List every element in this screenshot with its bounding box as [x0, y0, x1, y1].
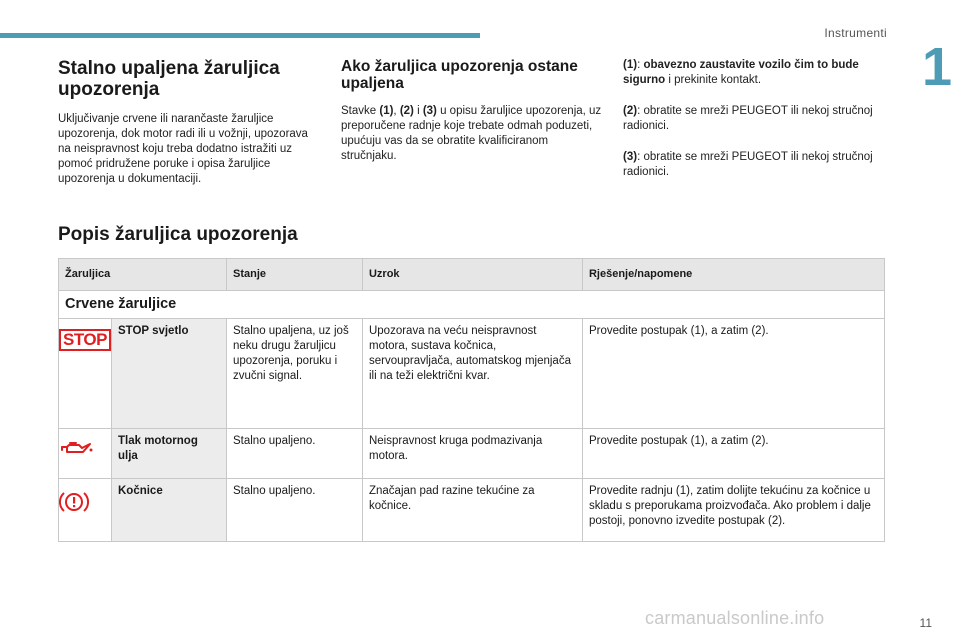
icon-cell [59, 319, 112, 429]
group-row [59, 291, 885, 319]
watermark: carmanualsonline.info [645, 608, 825, 628]
chapter-number: 1 [921, 37, 952, 97]
light-fix: Provedite postupak (1), a zatim (2). [582, 319, 884, 429]
light-name: STOP svjetlo [111, 319, 226, 429]
light-cause: Značajan pad razine tekućine za kočnice. [362, 479, 582, 542]
brake-warning-icon [59, 489, 89, 515]
action-item: (3): obratite se mreži PEUGEOT ili nekoj stručnoj radionici. [623, 151, 873, 178]
light-state: Stalno upaljeno. [226, 429, 362, 479]
table-row [59, 429, 885, 479]
column-header: Žaruljica [59, 259, 227, 291]
light-cause: Upozorava na veću neispravnost motora, sustava kočnica, servoupravljača, automatskog mjenjača ili na teži električni kvar. [362, 319, 582, 429]
header-accent-bar [0, 33, 480, 38]
light-cause: Neispravnost kruga podmazivanja motora. [362, 429, 582, 479]
light-name: Kočnice [111, 479, 226, 542]
actions-column [623, 58, 888, 196]
table-row [59, 319, 885, 429]
warning-lights-table [58, 258, 885, 542]
intro-heading: Stalno upaljena žaruljica upozorenja [58, 58, 280, 100]
column-header: Rješenje/napomene [582, 259, 884, 291]
light-fix: Provedite postupak (1), a zatim (2). [582, 429, 884, 479]
action-item: (1): obavezno zaustavite vozilo čim to bude sigurno i prekinite kontakt. [623, 59, 859, 86]
light-state: Stalno upaljena, uz još neku drugu žaruljicu upozorenja, poruku i zvučni signal. [226, 319, 362, 429]
intro-column [58, 58, 320, 187]
table-row [59, 479, 885, 542]
column-header: Uzrok [362, 259, 582, 291]
list-title: Popis žaruljica upozorenja [58, 224, 298, 245]
group-title: Crvene žaruljice [59, 291, 885, 319]
light-state: Stalno upaljeno. [226, 479, 362, 542]
table-header-row [59, 259, 885, 291]
icon-cell [59, 429, 112, 479]
light-fix: Provedite radnju (1), zatim dolijte tekućinu za kočnice u skladu s preporukama proizvođača. Ako problem i dalje postoji, ponovno izvedite postupak (2). [582, 479, 884, 542]
light-name: Tlak motornog ulja [111, 429, 226, 479]
intro-text: Uključivanje crvene ili narančaste žaruljice upozorenja, dok motor radi ili u vožnji, upozorava na neispravnost koju treba dodatno istražiti uz pomoć pridružene poruke i opisa žaruljice upozorenja u dokumentaciji. [58, 113, 308, 185]
page-number: 11 [919, 616, 932, 630]
icon-cell [59, 479, 112, 542]
oil-pressure-icon [59, 439, 93, 457]
stop-icon: STOP [59, 329, 111, 351]
persistent-column [341, 58, 603, 164]
persistent-heading: Ako žaruljica upozorenja ostane upaljena [341, 58, 578, 92]
section-label: Instrumenti [824, 26, 887, 40]
action-item: (2): obratite se mreži PEUGEOT ili nekoj stručnoj radionici. [623, 105, 873, 132]
persistent-text: Stavke (1), (2) i (3) u opisu žaruljice upozorenja, uz preporučene radnje koje trebate odmah poduzeti, upućuju vas da se obratite kvalificiranom stručnjaku. [341, 105, 602, 162]
column-header: Stanje [226, 259, 362, 291]
